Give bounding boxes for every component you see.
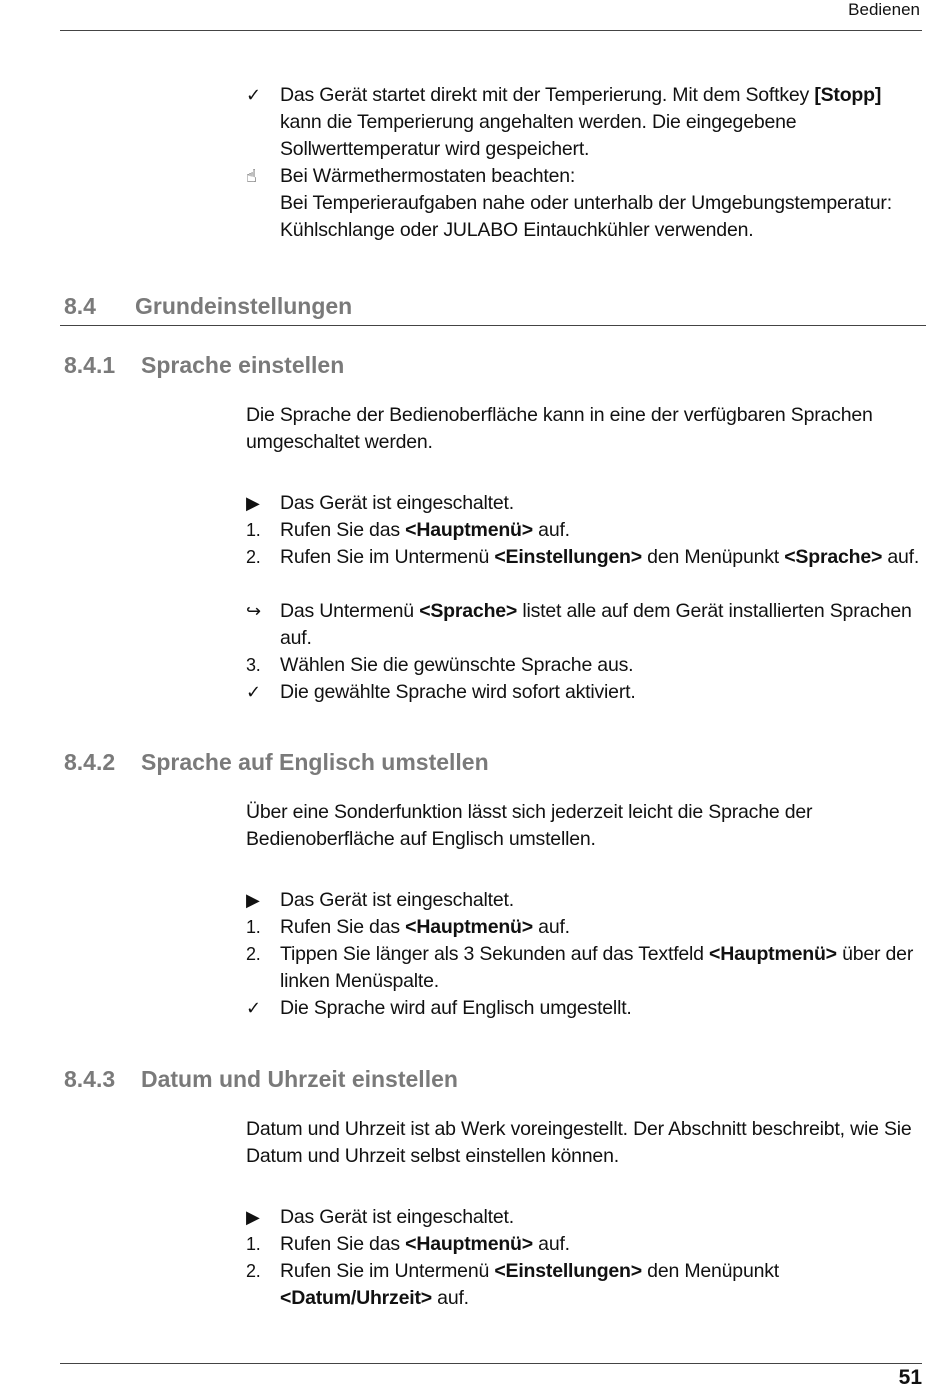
check-mark-icon: ✓ — [246, 682, 261, 702]
paragraph: Über eine Sonderfunktion lässt sich jederzeit leicht die Sprache der Bedienoberfläche auf Englisch umstellen. — [246, 801, 813, 850]
triangle-bullet-icon: ▶ — [246, 890, 260, 910]
pointing-hand-icon: ☝ — [246, 166, 257, 186]
triangle-bullet-icon: ▶ — [246, 1207, 260, 1227]
page-number: 51 — [898, 1366, 922, 1389]
page-header — [60, 0, 922, 31]
triangle-bullet-icon: ▶ — [246, 493, 260, 513]
paragraph: Die Sprache der Bedienoberfläche kann in eine der verfügbaren Sprachen umgeschaltet werden. — [246, 404, 873, 453]
header-section-name: Bedienen — [848, 0, 920, 19]
footer-rule — [60, 1363, 922, 1364]
result-arrow-icon: ↪ — [246, 601, 261, 621]
section-rule — [60, 325, 926, 326]
check-mark-icon: ✓ — [246, 998, 261, 1018]
paragraph: Datum und Uhrzeit ist ab Werk voreingestellt. Der Abschnitt beschreibt, wie Sie Datum und Uhrzeit selbst einstellen können. — [246, 1118, 912, 1167]
check-mark-icon: ✓ — [246, 85, 261, 105]
